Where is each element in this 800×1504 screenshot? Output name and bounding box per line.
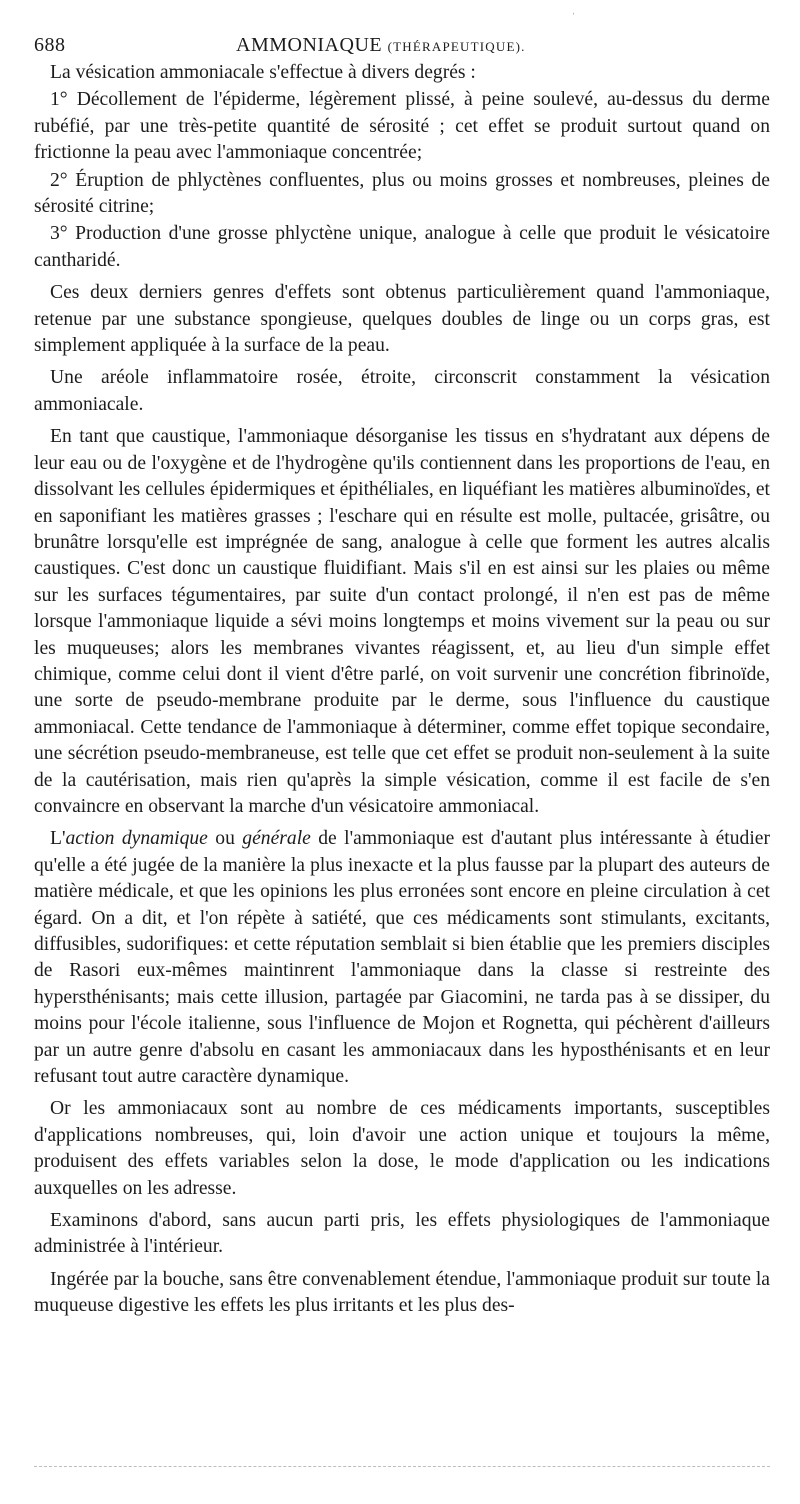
- paragraph: Examinons d'abord, sans aucun parti pris, les effets physiologiques de l'ammoniaque administrée à l'intérieur.: [34, 1210, 770, 1258]
- dynamic-lead: L': [50, 828, 66, 850]
- term-action-dynamique: action dynamique: [65, 828, 208, 850]
- dynamic-action-paragraph: [34, 826, 770, 1090]
- degree-item: 1° Décollement de l'épiderme, légèrement plissé, à peine soulevé, au-dessus du derme rubéfié, par une très-petite quantité de sérosité ; cet effet se produit surtout quand on frictionne la peau avec l'ammoniaque concentrée;: [34, 89, 770, 164]
- margin-mark: ˈ: [572, 12, 576, 23]
- paragraph: En tant que caustique, l'ammoniaque désorganise les tissus en s'hydratant aux dépens de leur eau ou de l'oxygène et de l'hydrogène qu'ils contiennent dans les proportions de l'eau, en dissolvant les cellules épidermiques et épithéliales, en liquéfiant les matières albuminoïdes, et en saponifiant les matières grasses ; l'eschare qui en résulte est molle, pultacée, grisâtre, ou brunâtre lorsqu'elle est imprégnée de sang, analogue à celle que forment les autres alcalis caustiques. C'est donc un caustique fluidifiant. Mais s'il en est ainsi sur les plaies ou même sur les surfaces tégumentaires, par suite d'un contact prolongé, il n'en est pas de même lorsque l'ammoniaque liquide a sévi moins longtemps et moins vivement sur la peau ou sur les muqueuses; alors les membranes vivantes réagissent, et, au lieu d'un simple effet chimique, comme celui dont il vient d'être parlé, on voit survenir une concrétion fibrinoïde, une sorte de pseudo-membrane produite par le derme, sous l'influence du caustique ammoniacal. Cette tendance de l'ammoniaque à déterminer, comme effet topique secondaire, une sécrétion pseudo-membraneuse, est telle que cet effet se produit non-seulement à la suite de la cautérisation, mais rien qu'après la simple vésication, comme il est facile de s'en convaincre en observant la marche d'un vésicatoire ammoniacal.: [34, 426, 770, 817]
- page-number: 688: [34, 34, 66, 56]
- intro-paragraph: La vésication ammoniacale s'effectue à divers degrés :: [50, 62, 476, 83]
- dynamic-conj: ou: [207, 828, 243, 850]
- running-title-sub: (THÉRAPEUTIQUE).: [387, 39, 526, 54]
- book-page: [34, 14, 770, 1320]
- paragraph: Or les ammoniacaux sont au nombre de ces médicaments importants, susceptibles d'applications nombreuses, qui, loin d'avoir une action unique et toujours la même, produisent des effets variables selon la dose, le mode d'application ou les indications auxquelles on les adresse.: [34, 1098, 770, 1199]
- dynamic-rest: de l'ammoniaque est d'autant plus intéressante à étudier qu'elle a été jugée de la manière la plus inexacte et la plus fausse par la plupart des auteurs de matière médicale, et que les opinions les plus erronées sont encore en pleine circulation à cet égard. On a dit, et l'on répète à satiété, que ces médicaments sont stimulants, excitants, diffusibles, sudorifiques: et cette réputation semblait si bien établie que les premiers disciples de Rasori eux-mêmes maintinrent l'ammoniaque dans la classe si restreinte des hypersthénisants; mais cette illusion, partagée par Giacomini, ne tarda pas à se dissiper, du moins pour l'école italienne, sous l'influence de Mojon et Rognetta, qui péchèrent d'ailleurs par un autre genre d'absolu en casant les ammoniacaux dans les hyposthénisants et en leur refusant tout autre caractère dynamique.: [34, 828, 770, 1088]
- paragraph: Ingérée par la bouche, sans être convenablement étendue, l'ammoniaque produit sur toute la muqueuse digestive les effets les plus irritants et les plus des-: [34, 1268, 770, 1317]
- running-title-main: AMMONIAQUE: [236, 34, 383, 56]
- running-header: [34, 14, 770, 60]
- bottom-rule: [34, 1466, 770, 1467]
- degree-item: 2° Éruption de phlyctènes confluentes, plus ou moins grosses et nombreuses, pleines de sérosité citrine;: [34, 169, 770, 218]
- paragraph: Ces deux derniers genres d'effets sont obtenus particulièrement quand l'ammoniaque, retenue par une substance spongieuse, quelques doubles de linge ou un corps gras, est simplement appliquée à la surface de la peau.: [34, 282, 770, 357]
- running-title: [236, 34, 526, 57]
- degree-item: 3° Production d'une grosse phlyctène unique, analogue à celle que produit le vésicatoire cantharidé.: [34, 223, 770, 271]
- paragraph: Une aréole inflammatoire rosée, étroite, circonscrit constamment la vésication ammoniacale.: [34, 367, 770, 415]
- term-generale: générale: [242, 828, 311, 850]
- body-text: [34, 60, 770, 1320]
